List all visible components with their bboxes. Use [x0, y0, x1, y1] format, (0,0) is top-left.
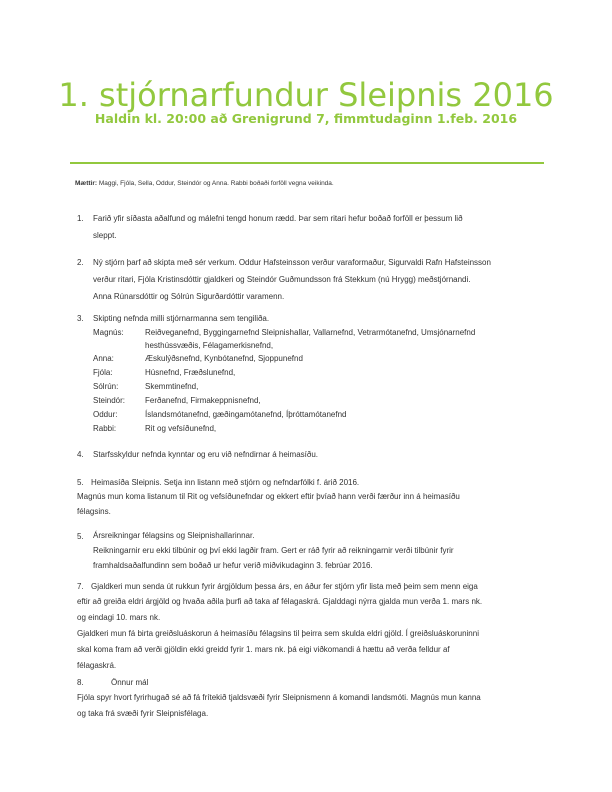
item-1-line-2: sleppt. [93, 231, 117, 240]
item-6-line-1: Ársreikningar félagsins og Sleipnishallarinnar. [93, 531, 255, 540]
item-3-text: Skipting nefnda milli stjórnarmanna sem tengiliða. [93, 314, 270, 323]
committee-list: Æskulýðsnefnd, Kynbótanefnd, Sjoppunefnd [145, 354, 303, 363]
item-6-text [93, 528, 553, 573]
attendance-text: Maggi, Fjóla, Sella, Oddur, Steindór og Anna. Rabbi boðaði forföll vegna veikinda. [98, 180, 334, 187]
item-5-line-2: Magnús mun koma listanum til Rit og vefsíðunefndar og ekkert eftir þvíað hann verði færður inn á heimasíðu [77, 492, 460, 501]
committee-list: Íslandsmótanefnd, gæðingamótanefnd, Íþróttamótanefnd [145, 410, 347, 419]
attendance-line [75, 180, 545, 187]
committee-list: Ferðanefnd, Firmakeppnisnefnd, [145, 396, 261, 405]
item-8-line-3: og taka frá svæði fyrir Sleipnisfélaga. [77, 709, 209, 718]
item-7-line-6: félagaskrá. [77, 661, 117, 670]
item-7-line-2: eftir að greiða eldri árgjöld og hvaða aðila þurfi að taka af félagaskrá. Gjalddagi nýrra gjalda mun verða 1. mars nk. [77, 597, 483, 606]
item-2-line-3: Anna Rúnarsdóttir og Sólrún Sigurðardóttir varamenn. [93, 292, 285, 301]
item-8-line-2: Fjóla spyr hvort fyrirhugað sé að fá frítekið tjaldsvæði fyrir Sleipnismenn á komandi landsmóti. Magnús mun kanna [77, 693, 481, 702]
item-number: 2. [77, 258, 84, 267]
item-number: 3. [77, 314, 84, 323]
item-7-line-1: Gjaldkeri mun senda út rukkun fyrir árgjöldum þessa árs, en áður fer stjórn yfir lista með þeim sem menn eiga [91, 582, 478, 591]
committee-list: Skemmtinefnd, [145, 382, 199, 391]
item-7-text [77, 594, 553, 674]
item-7-line-5: skal koma fram að verði gjöldin ekki greidd fyrir 1. mars nk. þá eigi viðkomandi á hættu að verða felldur af [77, 645, 450, 654]
item-2-text [93, 254, 553, 305]
item-number: 4. [77, 450, 84, 459]
committee-member-name: Magnús: [93, 328, 124, 337]
item-2-line-1: Ný stjórn þarf að skipta með sér verkum. Oddur Hafsteinsson verður varaformaður, Sigurvaldi Rafn Hafsteinsson [93, 258, 491, 267]
committee-member-name: Rabbi: [93, 424, 117, 433]
item-5-line-1: Heimasíða Sleipnis. Setja inn listann með stjórn og nefndarfólki f. árið 2016. [91, 478, 360, 487]
item-5-line-3: félagsins. [77, 507, 111, 516]
item-1-line-1: Farið yfir síðasta aðalfund og málefni tengd honum rædd. Þar sem ritari hefur boðað forföll er þessum lið [93, 214, 463, 223]
committee-list [145, 326, 555, 352]
page-title: 1. stjórnarfundur Sleipnis 2016 [58, 76, 554, 114]
item-7-line-3: og eindagi 10. mars nk. [77, 613, 161, 622]
item-number: 5. [77, 532, 84, 541]
item-number: 5. [77, 478, 84, 487]
item-7-line-4: Gjaldkeri mun fá birta greiðsluáskorun á heimasíðu félagsins til þeirra sem skulda eldri gjöld. Í greiðsluáskoruninni [77, 629, 479, 638]
item-1-text [93, 210, 553, 244]
committee-member-name: Sólrún: [93, 382, 119, 391]
committee-list-line: Reiðveganefnd, Byggingarnefnd Sleipnishallar, Vallarnefnd, Vetrarmótanefnd, Umsjónarnefnd [145, 328, 476, 337]
committee-list: Húsnefnd, Fræðslunefnd, [145, 368, 236, 377]
divider-rule [70, 162, 544, 164]
item-number: 7. [77, 582, 84, 591]
committee-list: Rit og vefsíðunefnd, [145, 424, 217, 433]
item-5-text [77, 489, 553, 519]
item-8-line-1: Önnur mál [111, 678, 149, 687]
committee-member-name: Anna: [93, 354, 114, 363]
item-8-text [77, 690, 553, 722]
item-4-text: Starfsskyldur nefnda kynntar og eru við nefndirnar á heimasíðu. [93, 450, 319, 459]
committee-member-name: Oddur: [93, 410, 118, 419]
item-number: 8. [77, 678, 84, 687]
item-2-line-2: verður ritari, Fjóla Kristinsdóttir gjaldkeri og Steindór Guðmundsson frá Stekkum (nú Hrygg) meðstjórnandi. [93, 275, 471, 284]
item-6-line-2: Reikningarnir eru ekki tilbúnir og því ekki lagðir fram. Gert er ráð fyrir að reikningarnir verði tilbúnir fyrir [93, 546, 454, 555]
committee-list-line: hesthússvæðis, Félagamerkisnefnd, [145, 341, 274, 350]
page-subtitle: Haldin kl. 20:00 að Grenigrund 7, fimmtudaginn 1.feb. 2016 [94, 111, 518, 126]
item-6-line-3: framhaldsaðalfundinn sem boðað ur hefur verið miðvikudaginn 3. febrúar 2016. [93, 561, 373, 570]
committee-member-name: Steindór: [93, 396, 126, 405]
item-number: 1. [77, 214, 84, 223]
attendance-label: Mættir: [75, 180, 98, 187]
committee-member-name: Fjóla: [93, 368, 113, 377]
